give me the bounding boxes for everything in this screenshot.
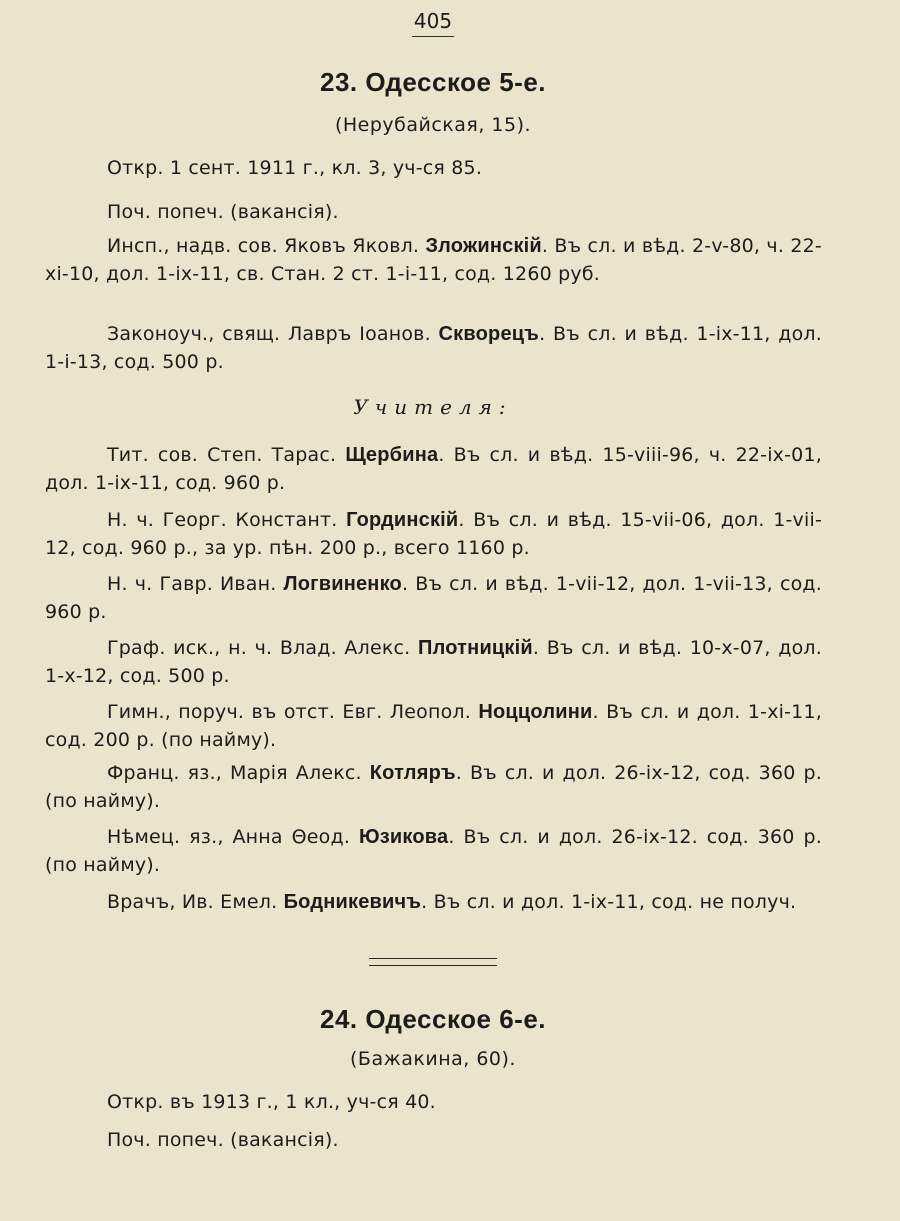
entry-details: . Въ сл. и дол. 26-ix-12, сод. 360 р. (по найму).: [45, 762, 822, 812]
entry-details: . Въ сл. и вѣд. 2-v-80, ч. 22-xi-10, дол. 1-ix-11, св. Стан. 2 ст. 1-i-11, сод. 1260 руб.: [45, 235, 822, 285]
teacher-entry: [45, 888, 822, 916]
section-23-heading: 23. Одесское 5-е.: [319, 67, 547, 97]
entry-details: . Въ сл. и дол. 1-xi-11, сод. 200 р. (по найму).: [45, 701, 823, 751]
entry-prefix: Нѣмец. яз., Анна Θеод.: [107, 826, 359, 848]
entry-prefix: Н. ч. Гавр. Иван.: [107, 573, 284, 595]
section-24-address: (Бажакина, 60).: [350, 1048, 516, 1070]
page-number: [0, 8, 866, 37]
entry-surname: Ноццолини: [478, 701, 593, 723]
entry-details: . Въ сл. и вѣд. 10-x-07, дол. 1-x-12, сод. 500 р.: [45, 637, 822, 687]
section-23-opened: Откр. 1 сент. 1911 г., кл. 3, уч-ся 85.: [107, 157, 483, 179]
entry-surname: Зложинскій: [425, 235, 542, 257]
entry-prefix: Гимн., поруч. въ отст. Евг. Леопол.: [107, 701, 479, 723]
teacher-entry: [45, 441, 822, 497]
entry-surname: Котляръ: [369, 762, 456, 784]
entry-prefix: Граф. иск., н. ч. Влад. Алекс.: [107, 637, 419, 659]
entry-surname: Щербина: [345, 444, 439, 466]
section-23-trustee: Поч. попеч. (вакансія).: [107, 201, 339, 223]
section-23-address: (Нерубайская, 15).: [334, 114, 532, 136]
staff-entry-religion-teacher: [45, 320, 822, 376]
teacher-entry: [45, 506, 822, 562]
teacher-entry: [45, 634, 822, 690]
teacher-entry: [45, 759, 822, 815]
teacher-entry: [45, 570, 822, 626]
entry-surname: Плотницкій: [418, 637, 533, 659]
entry-details: . Въ сл. и вѣд. 1-vii-12, дол. 1-vii-13, сод. 960 р.: [45, 573, 822, 623]
entry-prefix: Франц. яз., Марія Алекс.: [107, 762, 370, 784]
entry-details: . Въ сл. и дол. 1-ix-11, сод. не получ.: [421, 891, 797, 913]
entry-surname: Логвиненко: [283, 573, 402, 595]
entry-details: . Въ сл. и вѣд. 15-vii-06, дол. 1-vii-12, сод. 960 р., за ур. пѣн. 200 р., всего 1160 р.: [45, 509, 823, 559]
entry-details: . Въ сл. и дол. 26-ix-12. сод. 360 р. (по найму).: [45, 826, 822, 876]
entry-prefix: Н. ч. Георг. Констант.: [107, 509, 347, 531]
section-24-heading: 24. Одесское 6-е.: [319, 1004, 547, 1034]
teachers-heading: Учителя:: [353, 395, 513, 419]
teacher-entry: [45, 823, 822, 879]
entry-surname: Гординскій: [346, 509, 459, 531]
section-divider: [369, 958, 497, 966]
entry-surname: Юзикова: [358, 826, 449, 848]
entry-details: . Въ сл. и вѣд. 15-viii-96, ч. 22-ix-01, дол. 1-ix-11, сод. 960 р.: [45, 444, 822, 494]
section-24-trustee: Поч. попеч. (вакансія).: [107, 1129, 339, 1151]
entry-surname: Скворецъ: [438, 323, 540, 345]
entry-prefix: Законоуч., свящ. Лавръ Іоанов.: [107, 323, 439, 345]
entry-details: . Въ сл. и вѣд. 1-ix-11, дол. 1-i-13, сод. 500 р.: [45, 323, 823, 373]
entry-surname: Бодникевичъ: [283, 891, 422, 913]
staff-entry-inspector: [45, 232, 822, 288]
section-24-opened: Откр. въ 1913 г., 1 кл., уч-ся 40.: [107, 1091, 436, 1113]
entry-prefix: Тит. сов. Степ. Тарас.: [107, 444, 346, 466]
entry-prefix: Инсп., надв. сов. Яковъ Яковл.: [107, 235, 426, 257]
teacher-entry: [45, 698, 822, 754]
entry-prefix: Врачъ, Ив. Емел.: [107, 891, 284, 913]
page-number-text: 405: [412, 8, 454, 37]
